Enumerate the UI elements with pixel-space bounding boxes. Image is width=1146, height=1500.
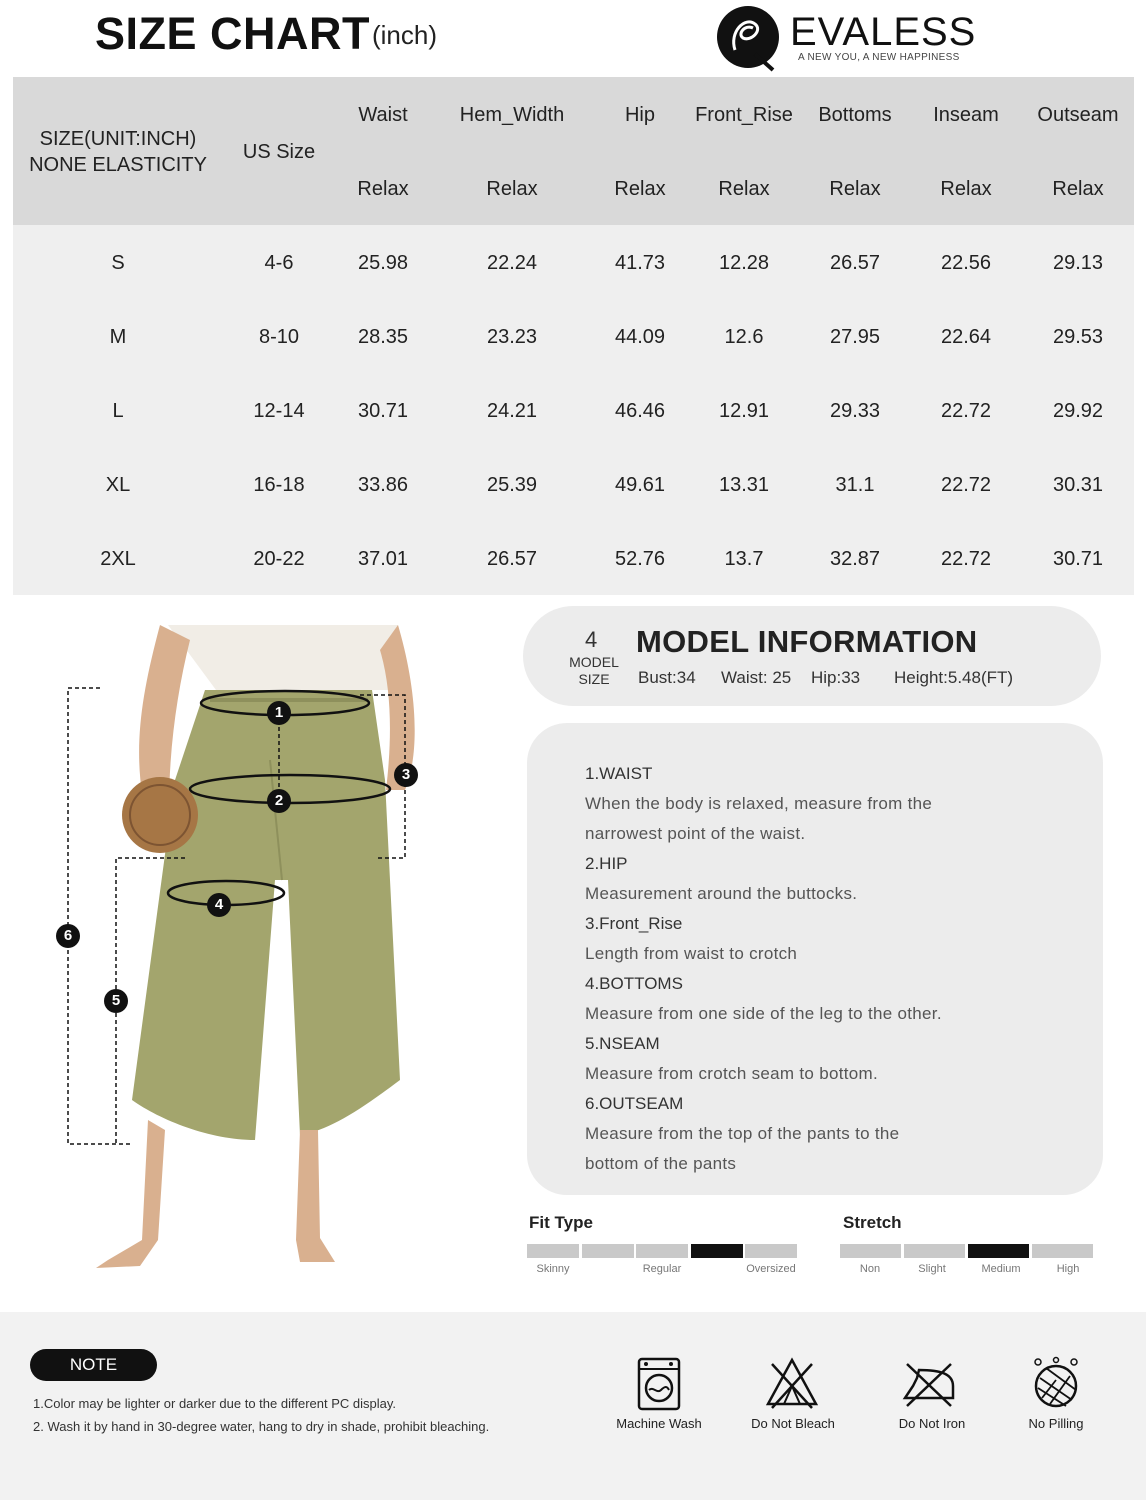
cell-value: 22.24 (486, 252, 538, 274)
stretch-segment (968, 1244, 1029, 1258)
header-relax-label: Relax (718, 178, 770, 200)
model-bust: Bust:34 (638, 668, 696, 687)
fit-type-segment (745, 1244, 797, 1258)
measurement-marker-4: 4 (207, 893, 231, 917)
stretch-segment (904, 1244, 965, 1258)
stretch-label: Non (859, 1263, 881, 1275)
model-info-title: MODEL INFORMATION (636, 624, 978, 659)
stretch-title: Stretch (843, 1213, 902, 1232)
cell-value: 22.72 (940, 400, 992, 422)
machine-wash-label: Machine Wash (616, 1416, 702, 1431)
header-relax-label: Relax (357, 178, 409, 200)
brand-name: EVALESS (790, 10, 977, 54)
measurement-title: 6.OUTSEAM (585, 1094, 684, 1113)
measurement-title: 1.WAIST (585, 764, 653, 783)
no-pilling-icon (1028, 1356, 1084, 1412)
stretch-segment (840, 1244, 901, 1258)
cell-value: 24.21 (486, 400, 538, 422)
cell-value: 22.64 (940, 326, 992, 348)
model-waist: Waist: 25 (721, 668, 792, 687)
size-chart-unit: (inch) (372, 20, 438, 50)
header-us-size: US Size (242, 141, 316, 163)
header-inseam: Inseam (933, 104, 999, 126)
header-relax-label: Relax (1052, 178, 1104, 200)
size-chart-title: SIZE CHART (95, 8, 370, 59)
cell-value: 30.31 (1052, 474, 1104, 496)
brand-tagline: A NEW YOU, A NEW HAPPINESS (798, 52, 960, 63)
note-line-1: 1.Color may be lighter or darker due to the different PC display. (33, 1396, 396, 1411)
cell-value: 29.33 (829, 400, 881, 422)
stretch-segment (1032, 1244, 1093, 1258)
cell-value: 49.61 (614, 474, 666, 496)
note-line-2: 2. Wash it by hand in 30-degree water, hang to dry in shade, prohibit bleaching. (33, 1419, 490, 1434)
cell-size: M (109, 326, 127, 348)
cell-value: 29.53 (1052, 326, 1104, 348)
fit-type-segment (582, 1244, 634, 1258)
cell-value: 29.92 (1052, 400, 1104, 422)
measurement-marker-3: 3 (394, 763, 418, 787)
measurement-title: 2.HIP (585, 854, 628, 873)
measurement-title: 5.NSEAM (585, 1034, 660, 1053)
cell-value: 28.35 (357, 326, 409, 348)
header-relax-label: Relax (829, 178, 881, 200)
cell-value: 13.31 (718, 474, 770, 496)
stretch-label: Medium (981, 1263, 1021, 1275)
header-front-rise: Front_Rise (695, 104, 793, 126)
cell-value: 30.71 (1052, 548, 1104, 570)
fit-type-segment (527, 1244, 579, 1258)
cell-value: 44.09 (614, 326, 666, 348)
header-relax-label: Relax (614, 178, 666, 200)
measurement-description: narrowest point of the waist. (585, 824, 806, 843)
stretch-label: Slight (918, 1263, 946, 1275)
cell-value: 33.86 (357, 474, 409, 496)
do-not-bleach-icon (764, 1356, 820, 1412)
measurement-marker-2: 2 (267, 789, 291, 813)
brand-logo-icon (715, 2, 785, 72)
cell-value: 26.57 (486, 548, 538, 570)
model-hip: Hip:33 (811, 668, 861, 687)
cell-value: 37.01 (357, 548, 409, 570)
header-outseam: Outseam (1037, 104, 1119, 126)
measurement-description: Measure from crotch seam to bottom. (585, 1064, 878, 1083)
cell-value: 26.57 (829, 252, 881, 274)
cell-size: L (112, 400, 124, 422)
header-hem-width: Hem_Width (459, 104, 565, 126)
measurement-description: Measure from one side of the leg to the other. (585, 1004, 942, 1023)
cell-size: 2XL (100, 548, 136, 570)
header-hip: Hip (624, 104, 656, 126)
model-measurement-diagram (0, 600, 520, 1300)
note-badge: NOTE (30, 1349, 157, 1381)
do-not-bleach-label: Do Not Bleach (751, 1416, 835, 1431)
measurement-marker-6: 6 (56, 924, 80, 948)
cell-value: 52.76 (614, 548, 666, 570)
cell-value: 12.91 (718, 400, 770, 422)
measurement-description: When the body is relaxed, measure from the (585, 794, 933, 813)
do-not-iron-label: Do Not Iron (898, 1416, 966, 1431)
cell-value: 25.39 (486, 474, 538, 496)
cell-value: 22.56 (940, 252, 992, 274)
cell-value: 22.72 (940, 474, 992, 496)
cell-value: 12.6 (724, 326, 764, 348)
cell-us-size: 20-22 (253, 548, 305, 570)
model-height: Height:5.48(FT) (894, 668, 1014, 687)
fit-type-title: Fit Type (529, 1213, 593, 1232)
measurement-marker-5: 5 (104, 989, 128, 1013)
header-waist: Waist (358, 104, 408, 126)
cell-value: 13.7 (724, 548, 764, 570)
measurement-description: Length from waist to crotch (585, 944, 798, 963)
measurement-title: 3.Front_Rise (585, 914, 683, 933)
fit-type-label: Oversized (746, 1263, 796, 1275)
fit-type-segment (691, 1244, 743, 1258)
machine-wash-icon (631, 1356, 687, 1412)
model-size-value: 4 (585, 627, 598, 652)
cell-us-size: 4-6 (264, 252, 294, 274)
header-relax-label: Relax (486, 178, 538, 200)
cell-value: 25.98 (357, 252, 409, 274)
cell-value: 12.28 (718, 252, 770, 274)
fit-type-segment (636, 1244, 688, 1258)
measurement-marker-1: 1 (267, 701, 291, 725)
header-bottoms: Bottoms (818, 104, 892, 126)
header-relax-label: Relax (940, 178, 992, 200)
cell-us-size: 12-14 (253, 400, 305, 422)
fit-type-label: Regular (642, 1263, 682, 1275)
cell-value: 29.13 (1052, 252, 1104, 274)
model-size-label: MODEL SIZE (569, 654, 619, 687)
no-pilling-label: No Pilling (1028, 1416, 1084, 1431)
measurement-description: bottom of the pants (585, 1154, 737, 1173)
header-size-unit: SIZE(UNIT:INCH) NONE ELASTICITY (29, 128, 207, 176)
stretch-label: High (1056, 1263, 1080, 1275)
cell-value: 22.72 (940, 548, 992, 570)
cell-size: S (111, 252, 125, 274)
cell-value: 31.1 (835, 474, 875, 496)
cell-us-size: 8-10 (258, 326, 300, 348)
cell-value: 27.95 (829, 326, 881, 348)
fit-type-label: Skinny (536, 1263, 570, 1275)
cell-us-size: 16-18 (253, 474, 305, 496)
cell-value: 46.46 (614, 400, 666, 422)
do-not-iron-icon (901, 1356, 957, 1412)
measurement-description: Measurement around the buttocks. (585, 884, 858, 903)
cell-value: 32.87 (829, 548, 881, 570)
cell-value: 23.23 (486, 326, 538, 348)
cell-size: XL (105, 474, 131, 496)
cell-value: 41.73 (614, 252, 666, 274)
cell-value: 30.71 (357, 400, 409, 422)
measurement-description: Measure from the top of the pants to the (585, 1124, 900, 1143)
measurement-title: 4.BOTTOMS (585, 974, 683, 993)
